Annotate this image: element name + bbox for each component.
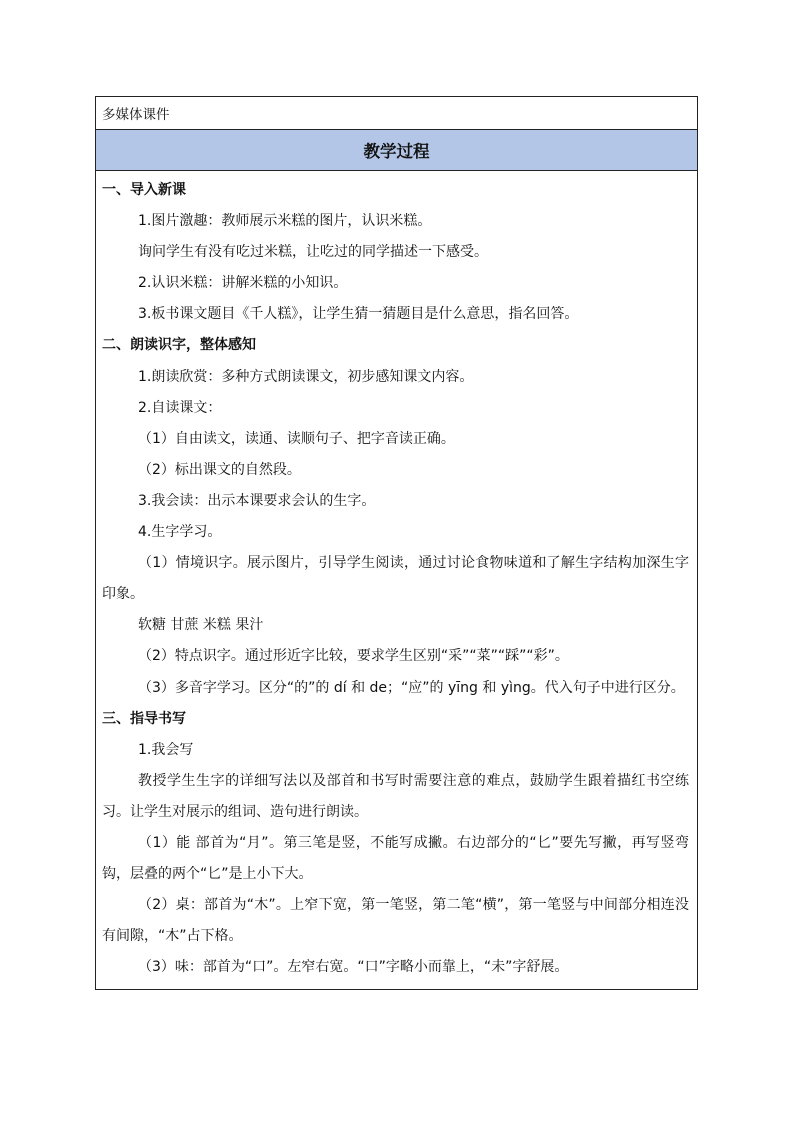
text-paragraph: （1）情境识字。展示图片，引导学生阅读，通过讨论食物味道和了解生字结构加深生字印象。 (102, 555, 689, 603)
text-line: 3.板书课文题目《千人糕》，让学生猜一猜题目是什么意思，指名回答。 (138, 306, 579, 323)
text-line: 软糖 甘蔗 米糕 果汁 (138, 617, 264, 634)
text-line: 1.图片激趣：教师展示米糕的图片，认识米糕。 (138, 213, 432, 230)
text-line: （2）特点识字。通过形近字比较，要求学生区别“采”“菜”“踩”“彩”。 (138, 648, 569, 665)
header-title: 教学过程 (363, 142, 430, 161)
text-line: （1）自由读文，读通、读顺句子、把字音读正确。 (138, 430, 455, 447)
section-heading: 二、朗读识字，整体感知 (102, 337, 256, 354)
text-paragraph: 教授学生生字的详细写法以及部首和书写时需要注意的难点，鼓励学生跟着描红书空练习。让学生对展示的组词、造句进行朗读。 (102, 772, 689, 820)
text-line: 询问学生有没有吃过米糕，让吃过的同学描述一下感受。 (138, 244, 488, 261)
media-label: 多媒体课件 (102, 107, 170, 123)
media-row (96, 97, 697, 130)
text-line: 2.认识米糕：讲解米糕的小知识。 (138, 275, 348, 292)
text-line: 1.我会写 (138, 741, 194, 758)
lesson-table (95, 96, 698, 990)
text-line: 1.朗读欣赏：多种方式朗读课文，初步感知课文内容。 (138, 368, 474, 385)
text-paragraph: （1）能 部首为“月”。第三笔是竖，不能写成撇。右边部分的“匕”要先写撇，再写竖弯钩，层叠的两个“匕”是上小下大。 (102, 834, 689, 883)
text-line: （2）标出课文的自然段。 (138, 461, 301, 478)
section-heading: 一、导入新课 (102, 182, 186, 198)
header-row (96, 130, 697, 171)
text-line: 4.生字学习。 (138, 524, 222, 541)
text-paragraph: （3）多音字学习。区分“的”的 dí 和 de；“应”的 yīng 和 yìng。代入句子中进行区分。 (138, 679, 685, 696)
text-line: （3）味：部首为“口”。左窄右宽。“口”字略小而靠上，“未”字舒展。 (138, 959, 569, 976)
text-line: 3.我会读：出示本课要求会认的生字。 (138, 492, 376, 509)
text-paragraph: （2）桌：部首为“木”。上窄下宽，第一笔竖，第二笔“横”，第一笔竖与中间部分相连没有间隙，“木”占下格。 (102, 897, 689, 945)
text-line: 2.自读课文： (138, 399, 222, 416)
content-cell (96, 171, 697, 989)
section-heading: 三、指导书写 (102, 710, 186, 727)
